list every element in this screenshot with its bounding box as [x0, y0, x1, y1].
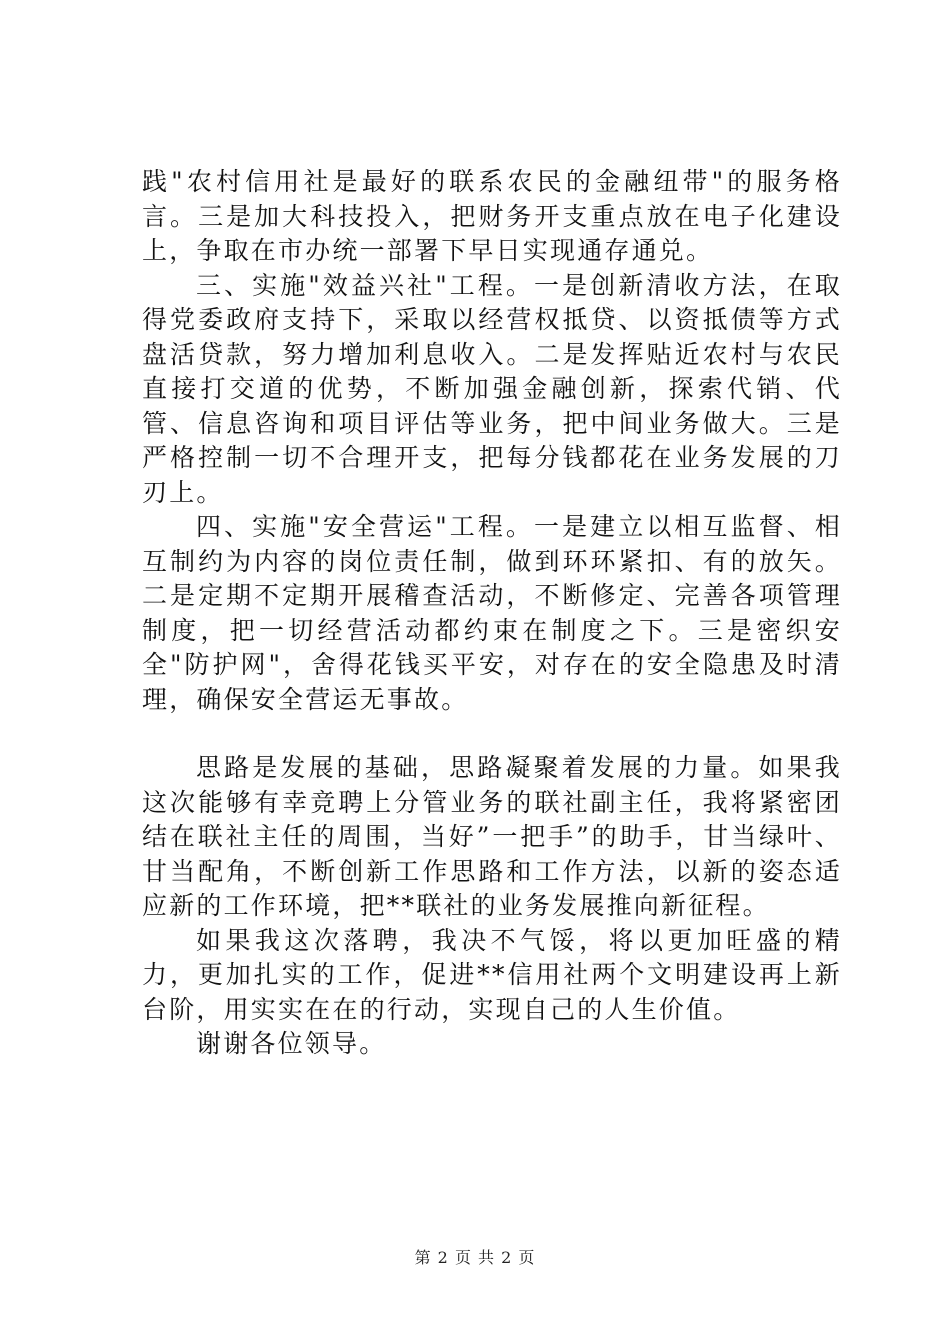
paragraph-continuation: 践"农村信用社是最好的联系农民的金融纽带"的服务格言。三是加大科技投入，把财务开支重点放在电子化建设上，争取在市办统一部署下早日实现通存通兑。: [142, 167, 842, 265]
paragraph-gap: [142, 717, 842, 751]
page-number: 第 2 页 共 2 页: [414, 1248, 536, 1267]
paragraph-section-three: 三、实施"效益兴社"工程。一是创新清收方法，在取得党委政府支持下，采取以经营权抵贷、以资抵债等方式盘活贷款，努力增加利息收入。二是发挥贴近农村与农民直接打交道的优势，不断加强金融创新，探索代销、代管、信息咨询和项目评估等业务，把中间业务做大。三是严格控制一切不合理开支，把每分钱都花在业务发展的刀刃上。: [142, 270, 842, 507]
paragraph-thanks: 谢谢各位领导。: [196, 1029, 387, 1058]
paragraph-section-four: 四、实施"安全营运"工程。一是建立以相互监督、相互制约为内容的岗位责任制，做到环环紧扣、有的放矢。二是定期不定期开展稽查活动，不断修定、完善各项管理制度，把一切经营活动都约束在制度之下。三是密织安全"防护网"，舍得花钱买平安，对存在的安全隐患及时清理，确保安全营运无事故。: [142, 512, 842, 714]
document-body: [142, 165, 842, 1062]
paragraph-conclusion: 思路是发展的基础，思路凝聚着发展的力量。如果我这次能够有幸竞聘上分管业务的联社副主任，我将紧密团结在联社主任的周围，当好”一把手”的助手，甘当绿叶、甘当配角，不断创新工作思路和工作方法，以新的姿态适应新的工作环境，把**联社的业务发展推向新征程。: [142, 753, 842, 920]
paragraph-if-not-selected: 如果我这次落聘，我决不气馁，将以更加旺盛的精力，更加扎实的工作，促进**信用社两个文明建设再上新台阶，用实实在在的行动，实现自己的人生价值。: [142, 925, 842, 1024]
page-footer: [0, 1245, 950, 1268]
